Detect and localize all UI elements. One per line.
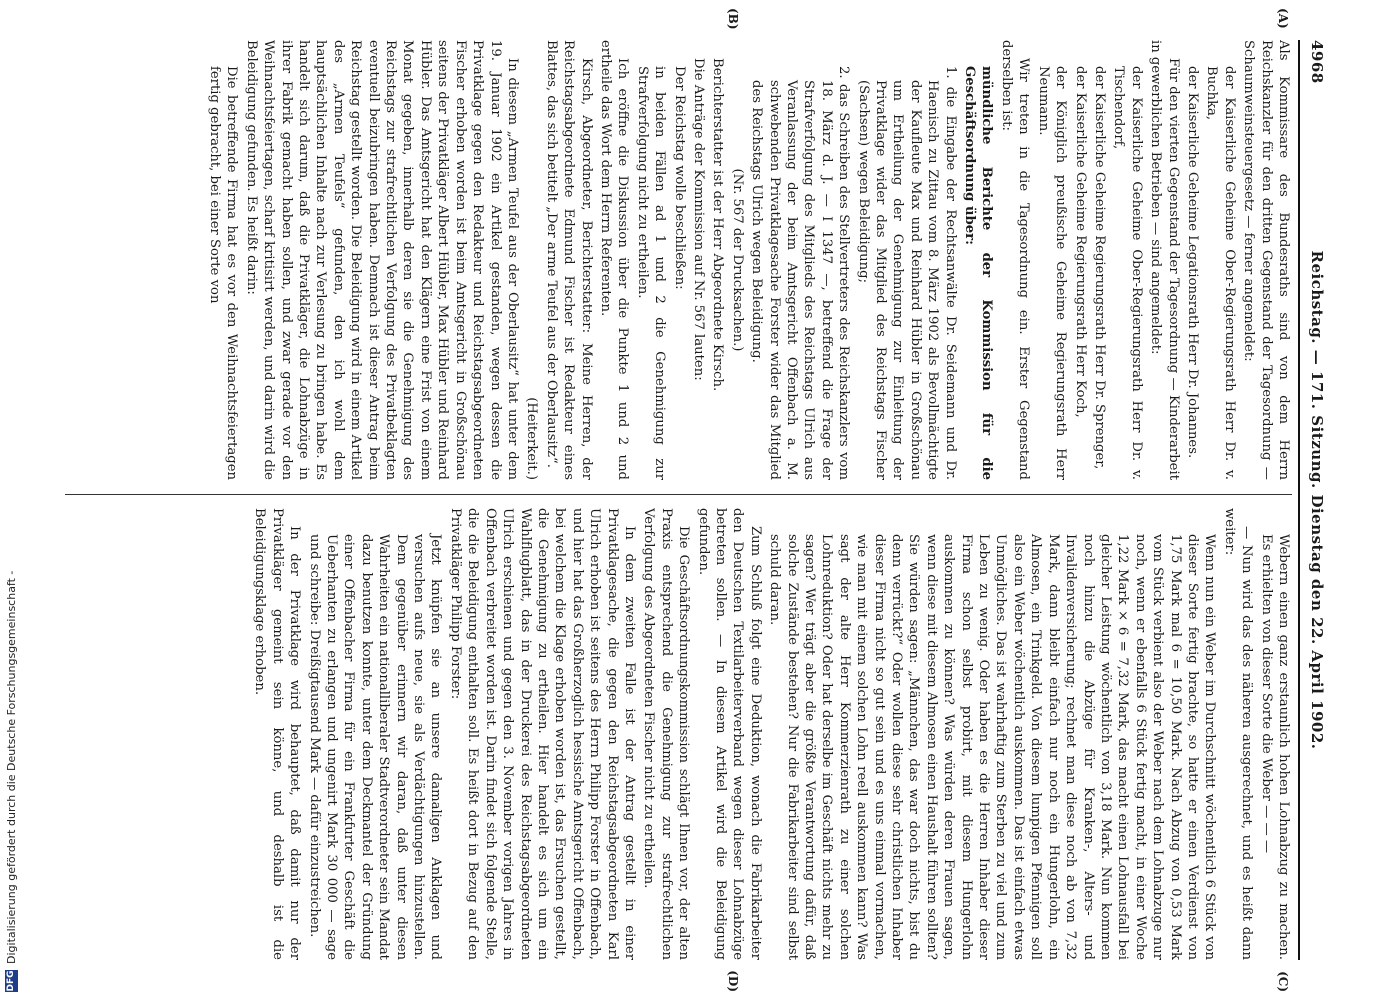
paragraph: Wir treten in die Tagesordnung ein. Erster Gegenstand derselben ist: — [998, 40, 1032, 480]
paragraph: Die Anträge der Kommission auf Nr. 567 lauten: — [691, 58, 706, 381]
agenda-item: 1. die Eingabe der Rechtsanwälte Dr. Seidemann und Dr. Haenisch zu Zittau vom 8. März 1902 als Bevollmächtigte der Kaufleute Max und Reinhard Hübler in Großschönau um Ertheilung der Genehmigung zur Einleitung der Privatklage wider das Mitglied des Reichstags Fischer (Sachsen) wegen Beleidigung; — [855, 66, 958, 480]
quotation: Wenn nun ein Weber im Durchschnitt wöchentlich 6 Stück von dieser Sorte fertig brachte, so hatte er einen Verdienst von 1,75 Mark mal 6 = 10,50 Mark. Nach Abzug von 0,53 Mark vom Stück verbient also der Weber nach dem Lohnabzuge nur noch, wenn er ebenfalls 6 Stück fertig macht, in einer Woche 1,22 Mark × 6 = 7,32 Mark, das macht einen Lohnausfall bei gleicher Leistung wöchentlich von 3,18 Mark. Nun kommen noch hinzu die Abzüge für Kranken-, Alters- und Invalidenversicherung; rechnet man diese noch ab von 7,32 Mark, dann bleibt einfach nur noch ein Hungerlohn, ein Almosen, ein Trinkgeld. Von diesem lumpigen Pfennigen soll also ein Weber wöchentlich auskommen. Das ist einfach etwas Unmögliches. Das ist wahrhaftig zum Sterben zu viel und zum Leben zu wenig. Oder haben es die Herren Inhaber dieser Firma schon selbst probirt, mit diesem Hungerlohn auskommen zu können? Was würden deren Frauen sagen, wenn diese mit diesem Almosen einen Haushalt führen sollten? Sie würden sagen: „Männchen, das war doch nichts, bist du denn verrückt?“ Oder wollen diese sehr christlichen Inhaber dieser Firma nicht so gut sein und es uns einmal vormachen, wie man mit einem solchen Lohn reell auskommen kann? Was sagt der alte Herr Kommerzienrath zu einer solchen Lohnreduktion? Oder hat derselbe im Geschäft nichts mehr zu sagen? Wer trägt aber die größte Verantwortung dafür, daß solche Zustände bestehen? Nur die Fabrikarbeiter sind selbst schuld daran. — [767, 534, 1218, 960]
paragraph: In dem zweiten Falle ist der Antrag gestellt in einer Privatklagesache, die gegen den Reichstagsabgeordneten Karl Ulrich erhoben ist seitens des Herrn Philipp Forster in Offenbach, und hier hat das Großherzoglich hessische Amtsgericht Offenbach, bei welchem die Klage erhoben worden ist, das Ersuchen gestellt, die Genehmigung zu ertheilen. Hier handelt es sich um ein Wahlflugblatt, das in der Druckerei des Reichstagsabgeordneten Ulrich erschienen und gegen den 3. November vorigen Jahres in Offenbach verbreitet worden ist. Darin findet sich folgende Stelle, die die Beleidigung enthalten soll. Es heißt dort in Bezug auf den Privatkläger Philipp Forster: — [447, 508, 637, 960]
motion-text: in beiden Fällen ad 1 und 2 die Genehmigung zur Strafverfolgung nicht zu ertheilen. — [634, 66, 668, 480]
paragraph: Für den vierten Gegenstand der Tagesordnung — Kinderarbeit in gewerblichen Betrieben — sind angemeldet: — [1148, 40, 1181, 480]
quotation: Jetzt knüpfen sie an unsere damaligen Anklagen und versuchen aufs neue, sie als Verdächtigungen hinzustellen. Dem gegenüber erinnern wir daran, daß unter diesen Wahrheiten ein nationalliberaler Stadtverordneter sein Mandat dazu benutzen konnte, unter dem Deckmantel der Gründung einer Offenbacher Firma für ein Frankfurter Geschäft die Ueberhanten zu erlangen und ungenirt Mark 30 000 — sage und schreibe: Dreißigtausend Mark — dafür einzustreichen. — [306, 534, 444, 960]
credit-text: Digitalisierung gefördert durch die Deutsche Forschungsgemeinschaft - — [4, 570, 18, 964]
paragraph: Ich eröffne die Diskussion über die Punkte 1 und 2 und ertheile das Wort dem Herrn Referenten. — [597, 40, 631, 480]
right-column — [65, 508, 1292, 960]
margin-mark-d: (D) — [726, 970, 740, 992]
paragraph: Berichterstatter ist der Herr Abgeordnete Kirsch. — [710, 58, 726, 392]
margin-mark-c: (C) — [1276, 971, 1290, 992]
reference-note: (Nr. 567 der Drucksachen.) — [729, 168, 745, 352]
header-rule — [1298, 40, 1300, 960]
margin-mark-a: (A) — [1276, 8, 1290, 29]
quotation: Die betreffende Firma hat es vor den Weihnachtsfeiertagen fertig gebracht, bei einer Sorte von — [207, 66, 240, 480]
margin-mark-b: (B) — [726, 8, 740, 30]
rotated-document-page — [25, 0, 1340, 1000]
digitization-credit — [0, 0, 22, 1000]
list-item: der Kaiserliche Geheime Regierungsrath Herr Koch, — [1072, 66, 1088, 418]
paragraph: — Nun wird das des näheren ausgerechnet, und es heißt dann weiter: — [1221, 508, 1255, 960]
list-item: der Kaiserliche Geheime Ober-Regierungsrath Herr Dr. v. Tischendorf, — [1111, 66, 1144, 480]
paragraph: Als Kommissare des Bundesraths sind von dem Herrn Reichskanzler für den dritten Gegenstand der Tagesordnung — Schaumweinsteuergesetz — ferner angemeldet: — [1241, 40, 1291, 480]
page-title: Reichstag. — 171. Sitzung. Dienstag den 22. April 1902. — [1308, 250, 1326, 750]
page-number: 4968 — [1308, 40, 1326, 84]
paragraph: In der Privatklage wird behauptet, daß damit nur der Privatkläger gemeint sein könne, und deshalb ist die Beleidigungsklage erhoben. — [252, 508, 303, 960]
left-column — [65, 40, 1292, 480]
list-item: der Kaiserliche Geheime Regierungsrath Herr Dr. Sprenger, — [1091, 66, 1107, 470]
list-item: der Kaiserliche Geheime Legationsrath Herr Dr. Johannes. — [1184, 66, 1200, 459]
agenda-item: 2. das Schreiben des Stellvertreters des Reichskanzlers vom 18. März d. J. — I 1347 —, betreffend die Frage der Strafverfolgung des Mitglieds des Reichstags Ulrich aus Veranlassung der beim Amtsgericht Offenbach a. M. schwebenden Privatklagesache Forster wider das Mitglied des Reichstags Ulrich wegen Beleidigung. — [749, 66, 852, 480]
dfg-logo: DFG — [6, 970, 16, 992]
page-header — [1302, 40, 1332, 960]
interjection: (Heiterkeit.) — [524, 397, 540, 480]
paragraph: Kirsch, Abgeordneter, Berichterstatter: Meine Herren, der Reichstagsabgeordnete Edmund Fischer ist Redakteur eines Blattes, das sich betitelt „Der arme Teufel aus der Oberlausitz“. — [543, 40, 594, 480]
paragraph: In diesem „Armen Teufel aus der Oberlausitz“ hat unter dem 19. Januar 1902 ein Artikel gestanden, wegen dessen die Privatklage gegen den Redakteur und Reichstagsabgeordneten Fischer erhoben worden ist beim Amtsgericht in Großschönau seitens der Privatkläger Albert Hübler, Max Hübler und Reinhard Hübler. Das Amtsgericht hat den Klägern eine Frist von einem Monat gegeben, innerhalb deren sie die Genehmigung des Reichstags zur strafrechtlichen Verfolgung des Privatbeklagten eventuell beizubringen haben. Demnach ist dieser Antrag beim Reichstag gestellt worden. Die Beleidigung wird in einem Artikel des „Armen Teufels“ gefunden, den ich wohl dem hauptsächlichen Inhalte nach zur Verlesung zu bringen habe. Es handelt sich darum, daß die Privatkläger, die Lohnabzüge in ihrer Fabrik gemacht haben sollen, und zwar gerade vor den Weihnachtsfeiertagen, scharf kritisirt werden, und darin wird die Beleidigung gefunden. Es heißt darin: — [243, 40, 520, 480]
agenda-heading: mündliche Berichte der Kommission für die Geschäftsordnung über: — [962, 66, 995, 480]
paragraph: Zum Schluß folgt eine Deduktion, wonach die Fabrikarbeiter den Deutschen Textilarbeiterverband wegen dieser Lohnabzüge betreten sollen. — In diesem Artikel wird die Beleidigung gefunden. — [695, 508, 763, 960]
motion-text: Der Reichstag wolle beschließen: — [671, 66, 687, 290]
column-divider — [65, 494, 1292, 495]
list-item: der Kaiserliche Geheime Ober-Regierungsrath Herr Dr. v. Buchka, — [1204, 66, 1237, 480]
quotation: Webern einen ganz erstaunlich hohen Lohnabzug zu machen. Es erhielten von dieser Sorte die Weber — — — — [1258, 534, 1291, 960]
list-item: der Königlich preußische Geheime Regierungsrath Herr Neumann. — [1035, 66, 1069, 480]
paragraph: Die Geschäftsordnungskommission schlägt Ihnen vor, der alten Praxis entsprechend die Genehmigung zur strafrechtlichen Verfolgung des Abgeordneten Fischer nicht zu ertheilen. — [641, 508, 692, 960]
